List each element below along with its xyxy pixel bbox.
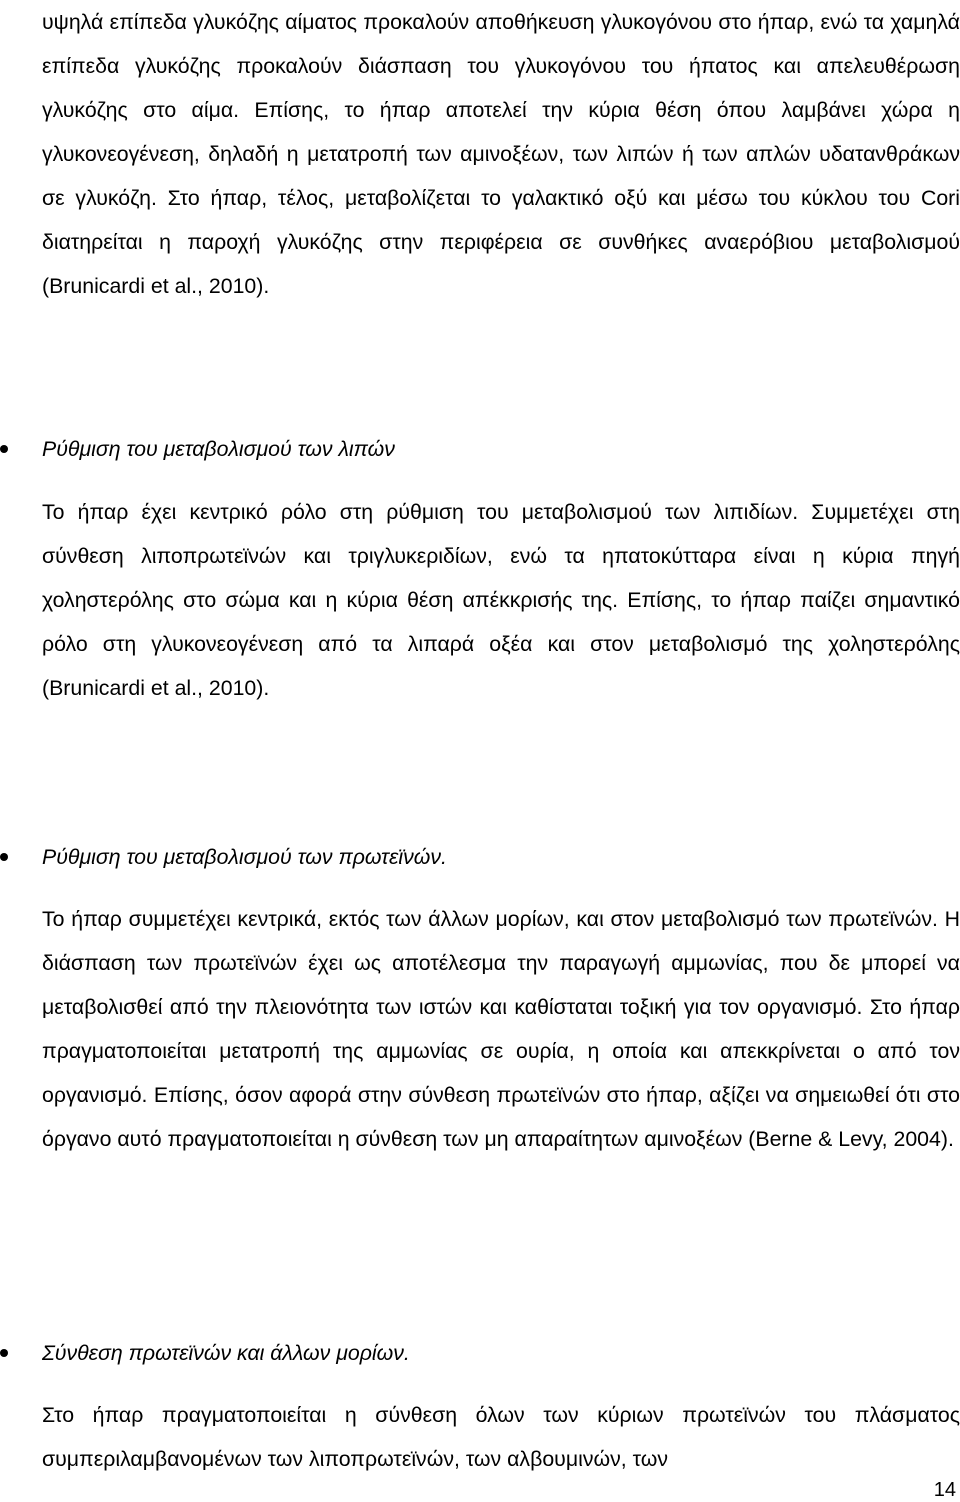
heading-protein-synthesis: Σύνθεση πρωτεϊνών και άλλων μορίων.	[42, 1341, 410, 1365]
paragraph-protein-synthesis: Στο ήπαρ πραγματοποιείται η σύνθεση όλων των κύριων πρωτεϊνών του πλάσματος συμπεριλαμβανομένων των λιποπρωτεϊνών, των αλβουμινών, των	[42, 1403, 960, 1471]
paragraph-lipid-metabolism: Το ήπαρ έχει κεντρικό ρόλο στη ρύθμιση του μεταβολισμού των λιπιδίων. Συμμετέχει στη σύνθεση λιποπρωτεϊνών και τριγλυκεριδίων, ενώ τα ηπατοκύτταρα είναι η κύρια πηγή χοληστερόλης στο σώμα και η κύρια θέση απέκκρισής της. Επίσης, το ήπαρ παίζει σημαντικό ρόλο στη γλυκονεογένεση από τα λιπαρά οξέα και στον μεταβολισμό της χοληστερόλης (Brunicardi et al., 2010).	[42, 500, 960, 700]
heading-lipid-metabolism: Ρύθμιση του μεταβολισμού των λιπών	[42, 437, 395, 461]
page-number: 14	[933, 1479, 956, 1501]
bullet-icon	[0, 445, 8, 453]
heading-protein-metabolism: Ρύθμιση του μεταβολισμού των πρωτεϊνών.	[42, 845, 447, 869]
paragraph-glucose-metabolism: υψηλά επίπεδα γλυκόζης αίματος προκαλούν αποθήκευση γλυκογόνου στο ήπαρ, ενώ τα χαμηλά επίπεδα γλυκόζης προκαλούν διάσπαση του γλυκογόνου του ήπατος και απελευθέρωση γλυκόζης στο αίμα. Επίσης, το ήπαρ αποτελεί την κύρια θέση όπου λαμβάνει χώρα η γλυκονεογένεση, δηλαδή η μετατροπή των αμινοξέων, των λιπών ή των απλών υδατανθράκων σε γλυκόζη. Στο ήπαρ, τέλος, μεταβολίζεται το γαλακτικό οξύ και μέσω του κύκλου του Cori διατηρείται η παροχή γλυκόζης στην περιφέρεια σε συνθήκες αναερόβιου μεταβολισμού (Brunicardi et al., 2010).	[42, 10, 960, 298]
bullet-icon	[0, 1349, 8, 1357]
paragraph-protein-metabolism: Το ήπαρ συμμετέχει κεντρικά, εκτός των άλλων μορίων, και στον μεταβολισμό των πρωτεϊνών. Η διάσπαση των πρωτεϊνών έχει ως αποτέλεσμα την παραγωγή αμμωνίας, που δε μπορεί να μεταβολισθεί από την πλειονότητα των ιστών και καθίσταται τοξική για τον οργανισμό. Στο ήπαρ πραγματοποιείται μετατροπή της αμμωνίας σε ουρία, η οποία και απεκκρίνεται ο από τον οργανισμό. Επίσης, όσον αφορά στην σύνθεση πρωτεϊνών στο ήπαρ, αξίζει να σημειωθεί ότι στο όργανο αυτό πραγματοποιείται η σύνθεση των μη απαραίτητων αμινοξέων (Berne & Levy, 2004).	[42, 907, 960, 1151]
bullet-icon	[0, 853, 8, 861]
